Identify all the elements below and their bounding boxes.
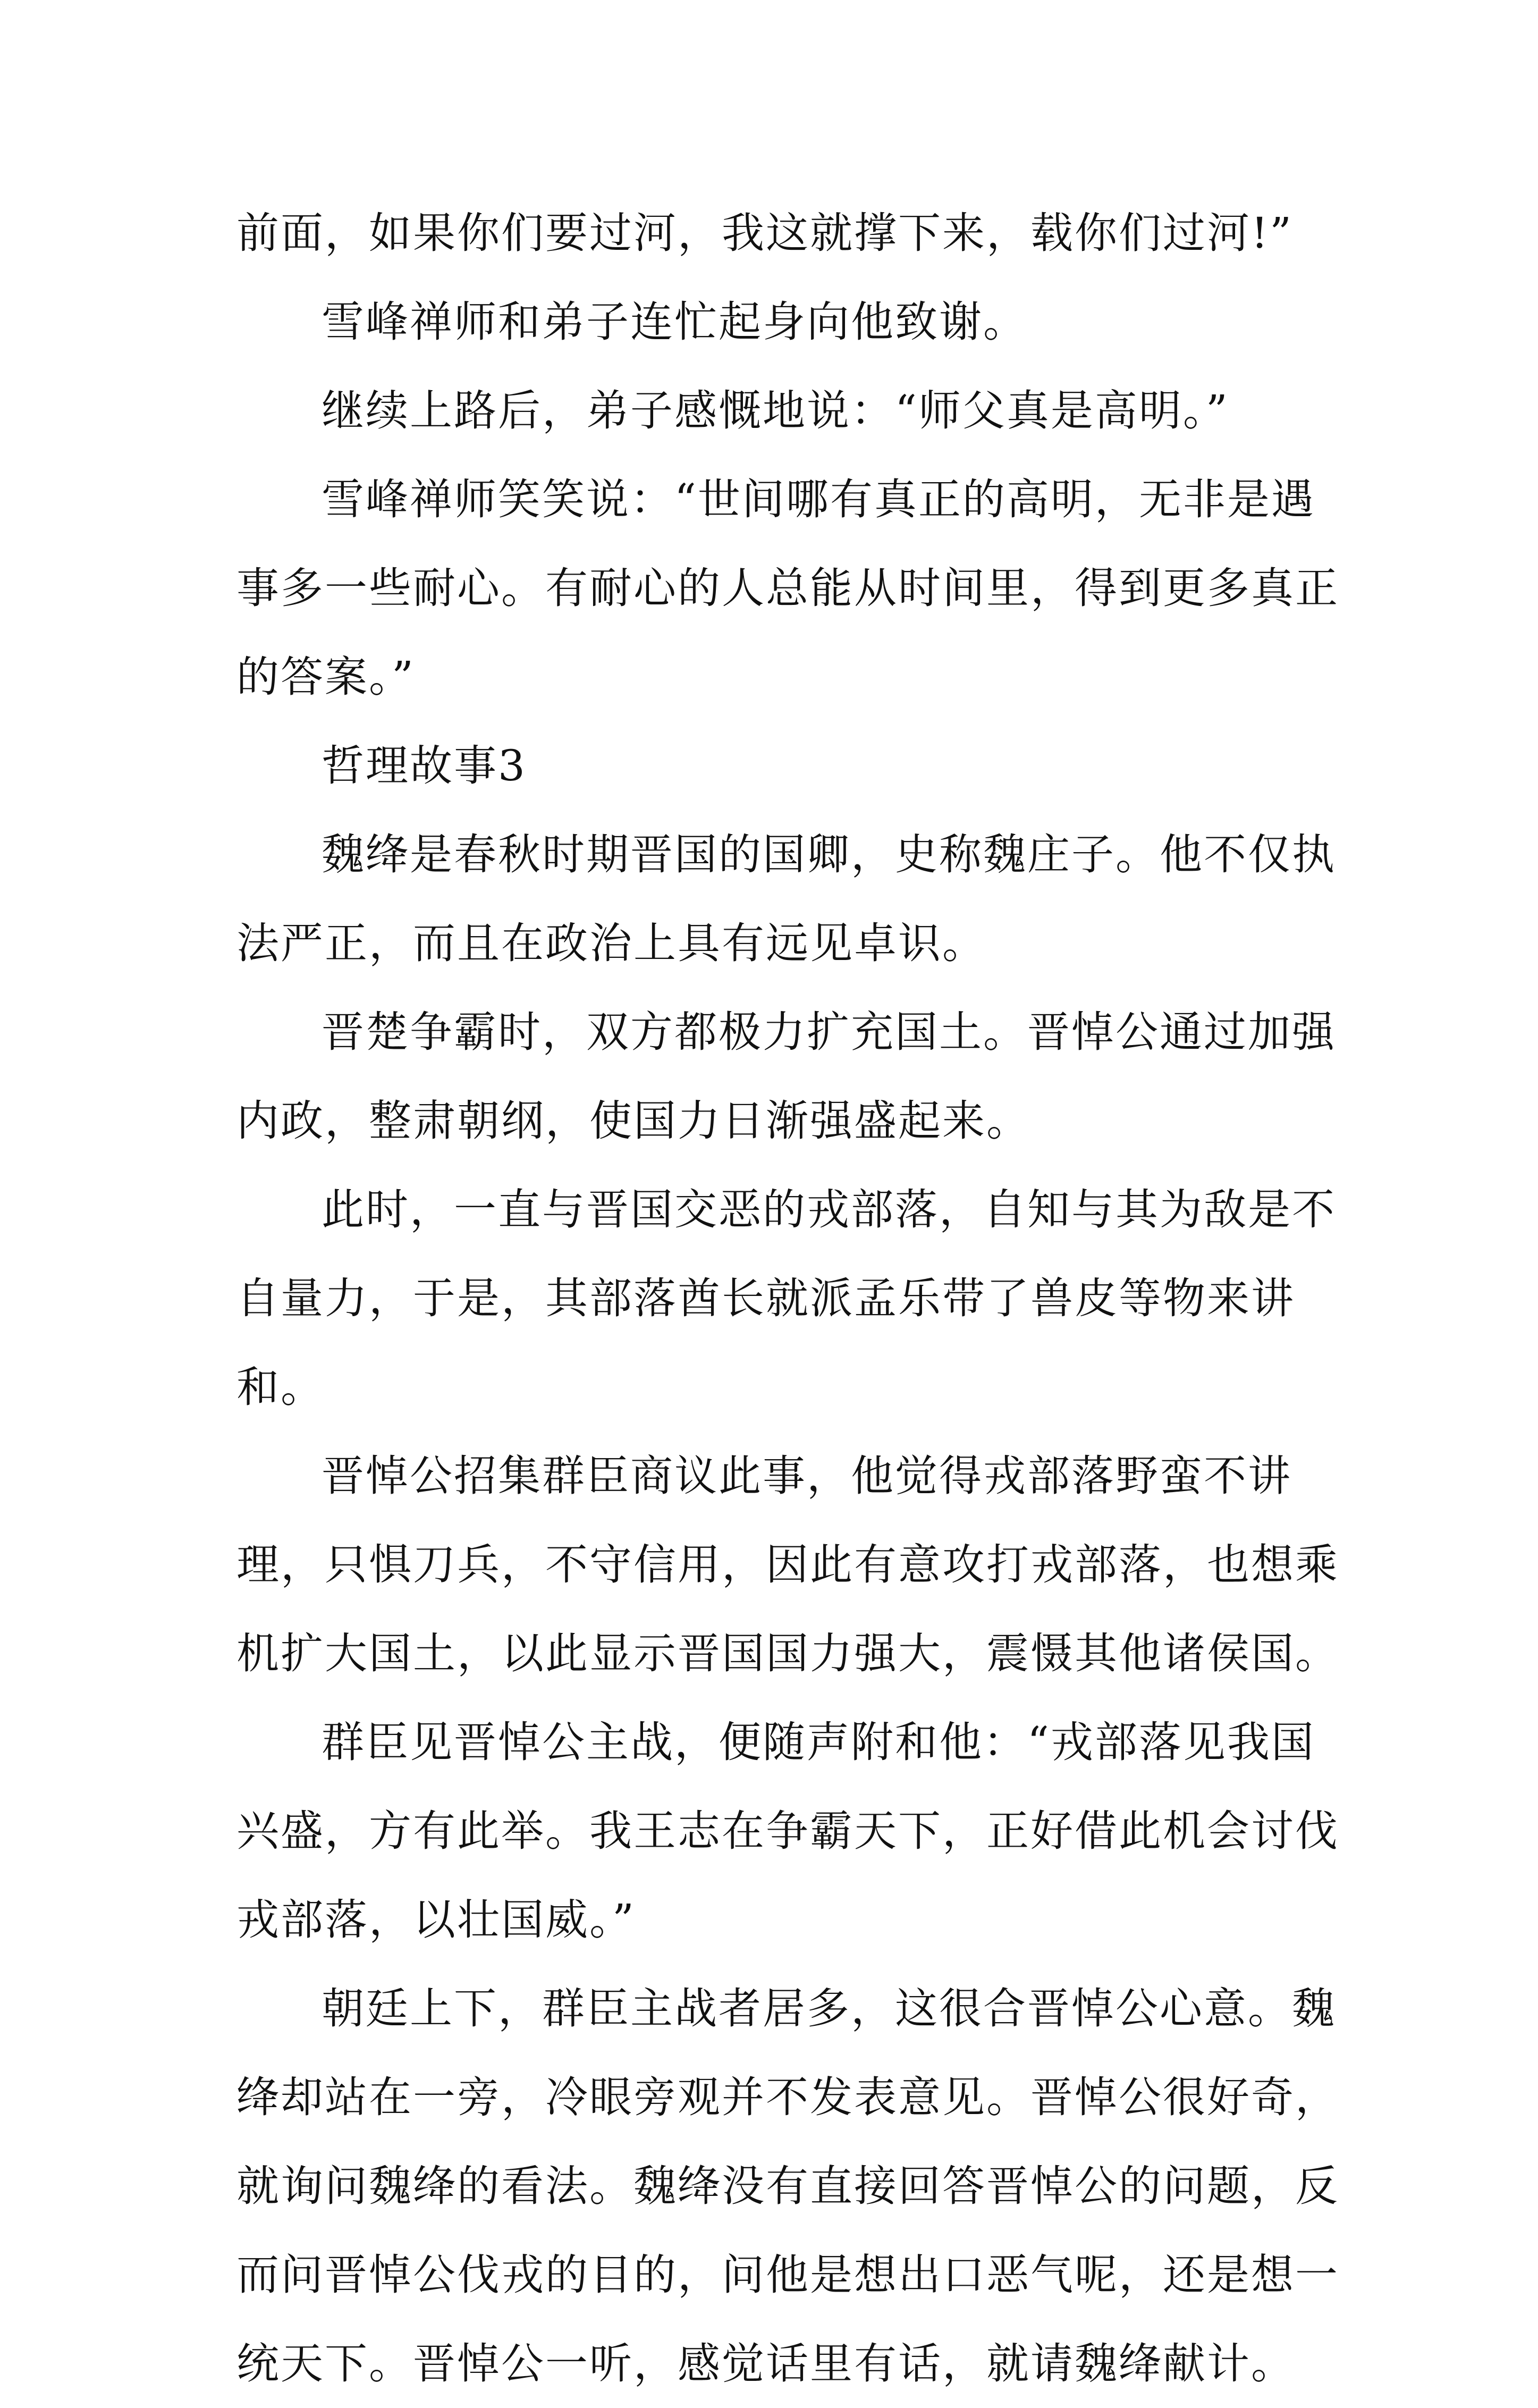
paragraph: 雪峰禅师笑笑说：“世间哪有真正的高明，无非是遇事多一些耐心。有耐心的人总能从时间里，得到更多真正的答案。” <box>236 475 1339 702</box>
paragraph: 晋楚争霸时，双方都极力扩充国土。晋悼公通过加强内政，整肃朝纲，使国力日渐强盛起来。 <box>236 1007 1336 1146</box>
paragraph: 朝廷上下，群臣主战者居多，这很合晋悼公心意。魏绛却站在一旁，冷眼旁观并不发表意见。晋悼公很好奇，就询问魏绛的看法。魏绛没有直接回答晋悼公的问题，反而问晋悼公伐戎的目的，问他是想出口恶气呢，还是想一统天下。晋悼公一听，感觉话里有话，就请魏绛献计。 <box>236 1984 1339 2388</box>
paragraph: 继续上路后，弟子感慨地说：“师父真是高明。” <box>322 386 1229 435</box>
paragraph: 雪峰禅师和弟子连忙起身向他致谢。 <box>322 297 1027 347</box>
paragraph: 晋悼公招集群臣商议此事，他觉得戎部落野蛮不讲理，只惧刀兵，不守信用，因此有意攻打戎部落，也想乘机扩大国土，以此显示晋国国力强大，震慑其他诸侯国。 <box>236 1451 1339 1678</box>
section-heading: 哲理故事3 <box>322 741 527 790</box>
paragraph: 魏绛是春秋时期晋国的国卿，史称魏庄子。他不仅执法严正，而且在政治上具有远见卓识。 <box>236 830 1336 968</box>
paragraph: 群臣见晋悼公主战，便随声附和他：“戎部落见我国兴盛，方有此举。我王志在争霸天下，正好借此机会讨伐戎部落，以壮国威。” <box>236 1717 1339 1944</box>
document-body <box>236 189 1342 2408</box>
paragraph: 此时，一直与晋国交恶的戎部落，自知与其为敌是不自量力，于是，其部落酋长就派孟乐带了兽皮等物来讲和。 <box>236 1185 1336 1412</box>
paragraph: 前面，如果你们要过河，我这就撑下来，载你们过河!” <box>236 208 1294 258</box>
